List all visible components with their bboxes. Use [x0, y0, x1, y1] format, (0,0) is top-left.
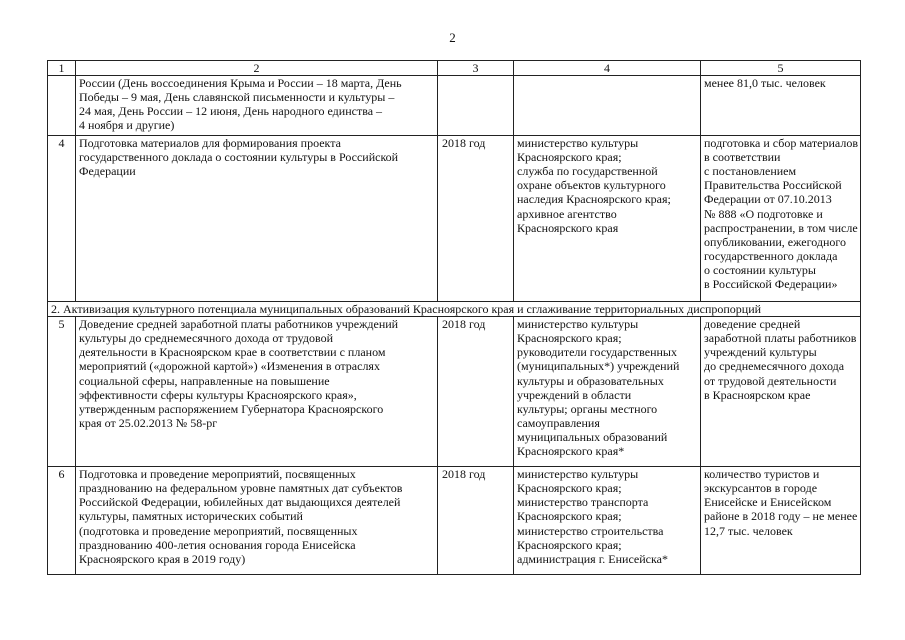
- header-cell: 4: [514, 61, 701, 76]
- text-line: государственного доклада о состоянии культуры в Российской: [79, 150, 399, 165]
- text-line: празднованию на федеральном уровне памятных дат субъектов: [79, 481, 403, 496]
- header-cell: 2: [76, 61, 438, 76]
- text-line: Победы – 9 мая, День славянской письменности и культуры –: [79, 90, 395, 105]
- section-heading-row: [48, 302, 861, 317]
- result-cell: [701, 76, 861, 136]
- activity-cell: [76, 76, 438, 136]
- responsible-cell: [514, 467, 701, 575]
- text-line: в Российской Федерации»: [704, 277, 838, 292]
- responsible-cell: [514, 317, 701, 467]
- year-cell: 2018 год: [438, 317, 514, 467]
- text-line: охране объектов культурного: [517, 178, 666, 193]
- text-line: Федерации от 07.10.2013: [704, 192, 832, 207]
- text-line: государственного доклада: [704, 248, 838, 263]
- text-line: доведение средней: [704, 317, 801, 332]
- text-line: края от 25.02.2013 № 58-рг: [79, 415, 218, 430]
- text-line: Красноярского края;: [517, 481, 622, 496]
- text-line: (подготовка и проведение мероприятий, посвященных: [79, 523, 358, 538]
- activity-cell: [76, 136, 438, 302]
- text-line: заработной платы работников: [704, 331, 857, 346]
- num-cell: [48, 76, 76, 136]
- text-line: администрация г. Енисейска*: [517, 551, 668, 566]
- header-cell: 5: [701, 61, 861, 76]
- header-cell: 3: [438, 61, 514, 76]
- text-line: России (День воссоединения Крыма и России – 18 марта, День: [79, 76, 402, 91]
- text-line: с постановлением: [704, 164, 797, 179]
- activity-cell: [76, 467, 438, 575]
- text-line: утвержденным распоряжением Губернатора Красноярского: [79, 401, 384, 416]
- result-cell: [701, 317, 861, 467]
- text-line: Красноярского края;: [517, 150, 622, 165]
- text-line: о состоянии культуры: [704, 262, 816, 277]
- text-line: празднованию 400-летия основания города Енисейска: [79, 537, 356, 552]
- text-line: опубликовании, ежегодного: [704, 234, 847, 249]
- text-line: от трудовой деятельности: [704, 373, 837, 388]
- text-line: Красноярского края: [517, 220, 619, 235]
- table-row: [48, 467, 861, 575]
- text-line: в соответствии: [704, 150, 781, 165]
- section-heading: 2. Активизация культурного потенциала муниципальных образований Красноярского края и сглаживание территориальных диспропорций: [48, 302, 861, 317]
- text-line: Доведение средней заработной платы работников учреждений: [79, 317, 399, 332]
- year-cell: 2018 год: [438, 136, 514, 302]
- text-line: министерство строительства: [517, 523, 664, 538]
- num-cell: 5: [48, 317, 76, 467]
- text-line: Подготовка и проведение мероприятий, посвященных: [79, 467, 356, 482]
- responsible-cell: [514, 136, 701, 302]
- text-line: эффективности сферы культуры Красноярского края»,: [79, 387, 357, 402]
- text-line: культуры до среднемесячного дохода от трудовой: [79, 331, 333, 346]
- text-line: № 888 «О подготовке и: [704, 206, 823, 221]
- text-line: экскурсантов в городе: [704, 481, 818, 496]
- text-line: Подготовка материалов для формирования проекта: [79, 136, 341, 151]
- table-row: [48, 317, 861, 467]
- text-line: министерство культуры: [517, 317, 639, 332]
- text-line: социальной сферы, направленные на повышение: [79, 373, 330, 388]
- text-line: Красноярского края;: [517, 331, 622, 346]
- text-line: районе в 2018 году – не менее: [704, 509, 858, 524]
- text-line: менее 81,0 тыс. человек: [704, 76, 826, 91]
- result-cell: [701, 136, 861, 302]
- text-line: самоуправления: [517, 415, 600, 430]
- text-line: министерство культуры: [517, 467, 639, 482]
- num-cell: 6: [48, 467, 76, 575]
- responsible-cell: [514, 76, 701, 136]
- table-header-row: [48, 61, 861, 76]
- page-number: 2: [449, 30, 456, 45]
- text-line: учреждений культуры: [704, 345, 817, 360]
- text-line: до среднемесячного дохода: [704, 359, 845, 374]
- text-line: Красноярского края;: [517, 509, 622, 524]
- text-line: культуры; органы местного: [517, 401, 658, 416]
- text-line: Енисейске и Енисейском: [704, 495, 832, 510]
- text-line: Правительства Российской: [704, 178, 842, 193]
- plan-table: [47, 60, 861, 575]
- text-line: Федерации: [79, 164, 136, 179]
- text-line: подготовка и сбор материалов: [704, 136, 858, 151]
- text-line: мероприятий («дорожной картой») «Изменения в отраслях: [79, 359, 380, 374]
- text-line: в Красноярском крае: [704, 387, 811, 402]
- text-line: деятельности в Красноярском крае в соответствии с планом: [79, 345, 386, 360]
- text-line: руководители государственных: [517, 345, 677, 360]
- text-line: (муниципальных*) учреждений: [517, 359, 680, 374]
- text-line: министерство транспорта: [517, 495, 649, 510]
- text-line: 24 мая, День России – 12 июня, День народного единства –: [79, 104, 383, 119]
- text-line: культуры, памятных исторических событий: [79, 509, 303, 524]
- text-line: муниципальных образований: [517, 429, 668, 444]
- year-cell: [438, 76, 514, 136]
- num-cell: 4: [48, 136, 76, 302]
- text-line: Красноярского края*: [517, 444, 625, 459]
- text-line: служба по государственной: [517, 164, 658, 179]
- text-line: 12,7 тыс. человек: [704, 523, 793, 538]
- text-line: распространении, в том числе: [704, 220, 858, 235]
- text-line: 4 ноября и другие): [79, 118, 175, 133]
- text-line: учреждений в области: [517, 387, 632, 402]
- activity-cell: [76, 317, 438, 467]
- table-row: [48, 136, 861, 302]
- result-cell: [701, 467, 861, 575]
- text-line: архивное агентство: [517, 206, 617, 221]
- text-line: наследия Красноярского края;: [517, 192, 671, 207]
- text-line: министерство культуры: [517, 136, 639, 151]
- text-line: культуры и образовательных: [517, 373, 664, 388]
- header-cell: 1: [48, 61, 76, 76]
- text-line: Красноярского края;: [517, 537, 622, 552]
- year-cell: 2018 год: [438, 467, 514, 575]
- text-line: Красноярского края в 2019 году): [79, 551, 246, 566]
- text-line: количество туристов и: [704, 467, 820, 482]
- table-row: [48, 76, 861, 136]
- text-line: Российской Федерации, юбилейных дат выдающихся деятелей: [79, 495, 401, 510]
